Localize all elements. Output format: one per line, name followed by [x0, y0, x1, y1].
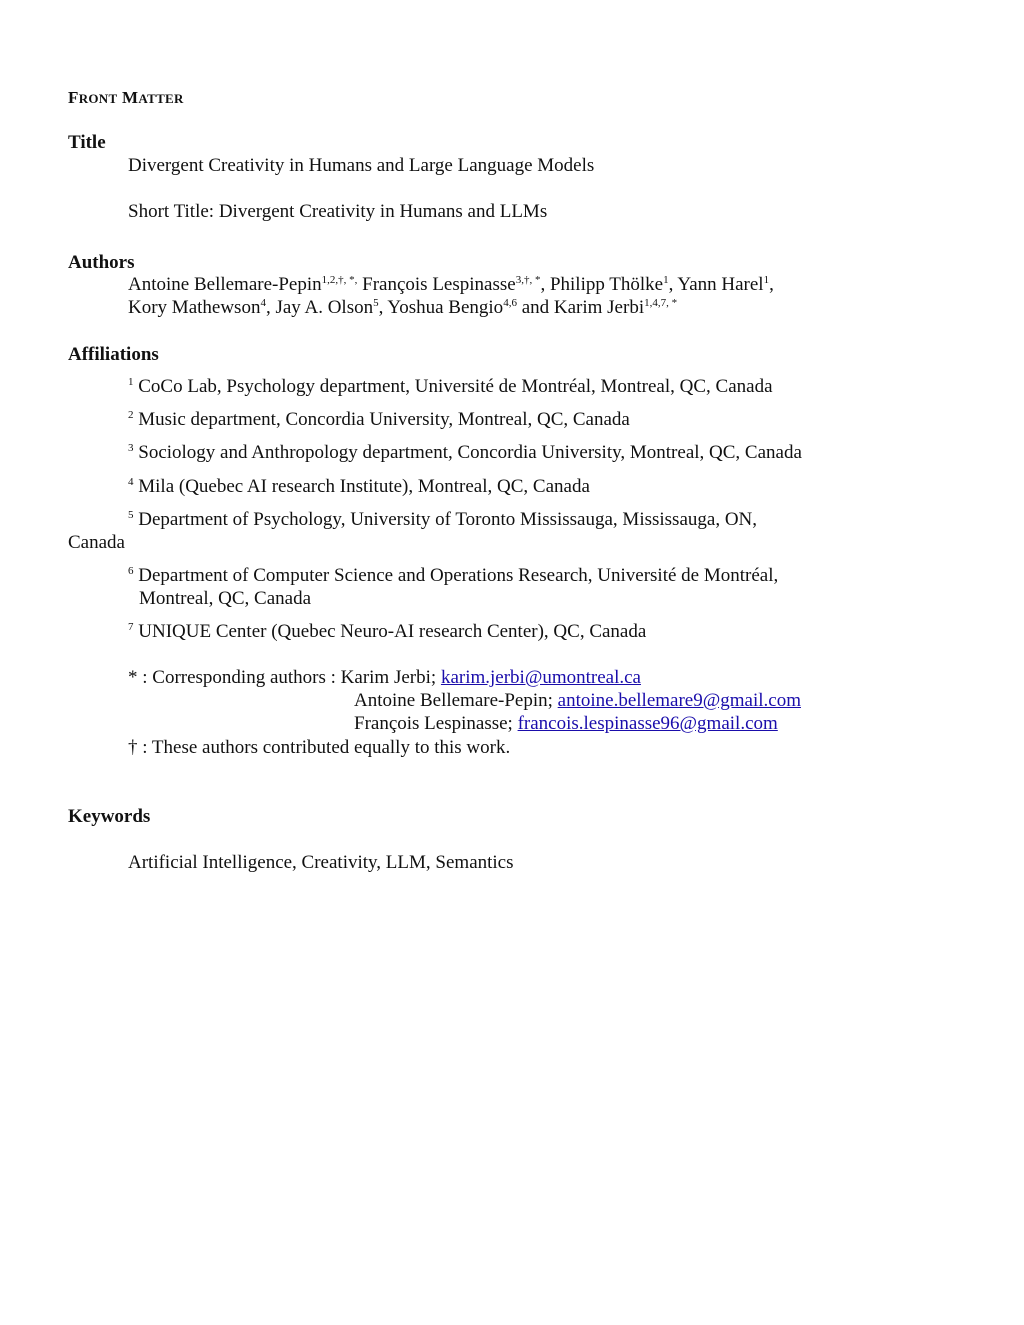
front-matter-atter: ATTER [138, 91, 184, 106]
keywords-heading: Keywords [68, 806, 151, 827]
short-title: Short Title: Divergent Creativity in Humans and LLMs [128, 201, 548, 222]
paper-title: Divergent Creativity in Humans and Large Language Models [128, 155, 595, 176]
author-name: , Philipp Thölke [540, 274, 664, 295]
affiliation-continuation: Montreal, QC, Canada [139, 588, 312, 609]
affiliation-text: Music department, Concordia University, Montreal, QC, Canada [133, 409, 630, 430]
affiliation-text: Sociology and Anthropology department, Concordia University, Montreal, QC, Canada [133, 442, 802, 463]
affiliation-text: Department of Computer Science and Operations Research, Université de Montréal, [133, 565, 779, 586]
affiliation-item [128, 475, 590, 498]
affiliation-number: 3 [128, 442, 134, 454]
corresponding-line-1 [128, 666, 641, 689]
author-name: Kory Mathewson [128, 297, 261, 318]
email-link-bellemare-pepin[interactable]: antoine.bellemare9@gmail.com [557, 690, 801, 711]
affiliations-heading: Affiliations [68, 344, 159, 365]
author-name: and Karim Jerbi [516, 297, 645, 318]
authors-line-2 [128, 296, 677, 319]
author-name: François Lespinasse [357, 274, 516, 295]
affiliation-text: Mila (Quebec AI research Institute), Montreal, QC, Canada [133, 476, 590, 497]
corresponding-name: Antoine Bellemare-Pepin; [354, 690, 558, 711]
author-affil-sup: 3,†, * [515, 274, 541, 286]
author-affil-sup: 4 [260, 297, 266, 309]
corresponding-line-2 [354, 689, 801, 712]
affiliation-item [128, 408, 630, 431]
front-matter-heading [68, 86, 184, 110]
affiliation-item [128, 441, 802, 464]
affiliation-number: 1 [128, 376, 134, 388]
affiliation-number: 2 [128, 409, 134, 421]
author-name: , Yann Harel [668, 274, 764, 295]
affiliation-item [128, 375, 773, 398]
affiliation-number: 6 [128, 565, 134, 577]
corresponding-line-3 [354, 712, 778, 735]
affiliation-number: 7 [128, 621, 134, 633]
affiliation-number: 5 [128, 509, 134, 521]
affiliation-number: 4 [128, 476, 134, 488]
affiliation-continuation: Canada [68, 532, 125, 553]
affiliation-item [128, 564, 778, 587]
affiliation-text: CoCo Lab, Psychology department, Université de Montréal, Montreal, QC, Canada [133, 376, 773, 397]
email-link-jerbi[interactable]: karim.jerbi@umontreal.ca [440, 667, 641, 688]
corresponding-name: François Lespinasse; [354, 713, 518, 734]
author-affil-sup: 5 [373, 297, 379, 309]
author-affil-sup: 1 [763, 274, 770, 286]
email-link-lespinasse[interactable]: francois.lespinasse96@gmail.com [517, 713, 778, 734]
affiliation-text: UNIQUE Center (Quebec Neuro-AI research Center), QC, Canada [133, 621, 647, 642]
affiliation-item [128, 508, 757, 531]
front-matter-m: M [122, 88, 139, 107]
author-affil-sup: 4,6 [503, 297, 517, 309]
authors-line-1 [128, 273, 774, 296]
affiliation-item [128, 620, 646, 643]
author-name: , Jay A. Olson [265, 297, 374, 318]
author-separator: , [769, 274, 774, 295]
author-name: , Yoshua Bengio [378, 297, 504, 318]
front-matter-f: F [68, 88, 79, 107]
authors-heading: Authors [68, 252, 135, 273]
author-affil-sup: 1 [663, 274, 669, 286]
author-affil-sup: 1,2,†, *, [321, 274, 358, 286]
front-matter-ront: RONT [78, 91, 118, 106]
author-name: Antoine Bellemare-Pepin [128, 274, 322, 295]
corresponding-label: * : Corresponding authors : Karim Jerbi; [128, 667, 441, 688]
author-affil-sup: 1,4,7, * [644, 297, 678, 309]
title-heading: Title [68, 132, 106, 153]
affiliation-text: Department of Psychology, University of Toronto Mississauga, Mississauga, ON, [133, 509, 758, 530]
equal-contribution-note: † : These authors contributed equally to this work. [128, 737, 511, 758]
keywords-text: Artificial Intelligence, Creativity, LLM, Semantics [128, 852, 514, 873]
